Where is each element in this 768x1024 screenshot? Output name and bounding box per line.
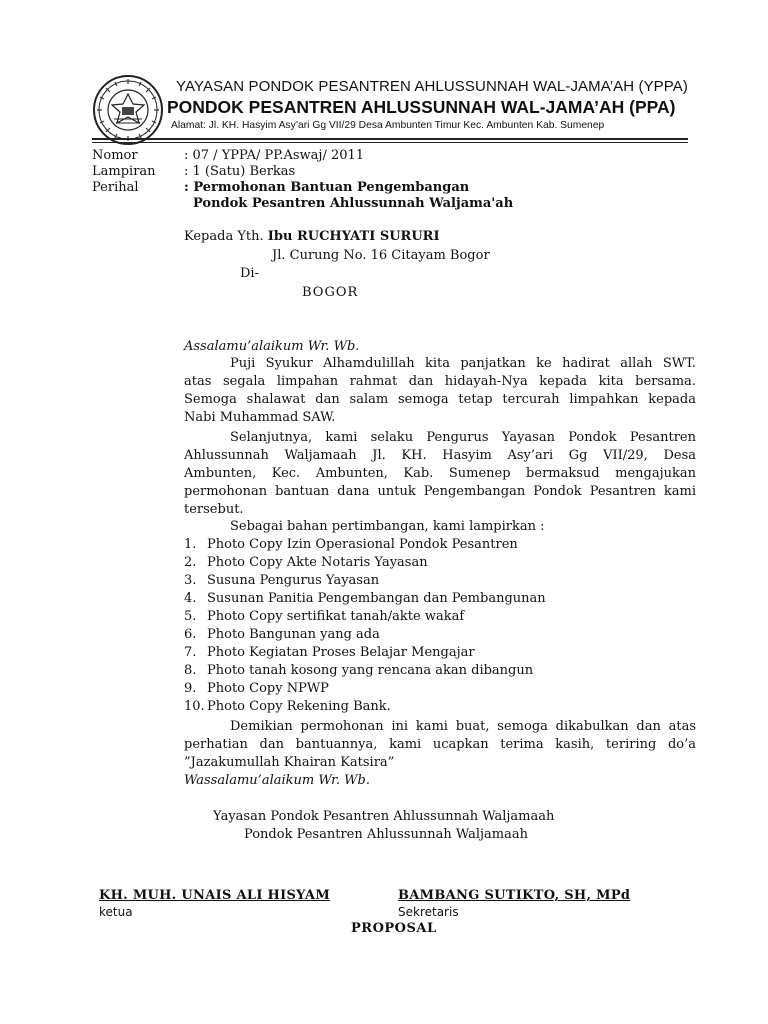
list-item: 6. Photo Bangunan yang ada bbox=[184, 627, 380, 642]
list-item: 8. Photo tanah kosong yang rencana akan dibangun bbox=[184, 663, 534, 678]
paragraph-4-line-1: Demikian permohonan ini kami buat, semoga dikabulkan dan atas bbox=[230, 719, 696, 734]
letterhead-address: Alamat: Jl. KH. Hasyim Asy’ari Gg VII/29 Desa Ambunten Timur Kec. Ambunten Kab. Sumenep bbox=[171, 120, 605, 131]
paragraph-1-line-2: atas segala limpahan rahmat dan hidayah-Nya kepada kita bersama. bbox=[184, 374, 696, 389]
paragraph-2-line-4: permohonan bantuan dana untuk Pengembangan Pondok Pesantren kami bbox=[184, 484, 696, 499]
list-item: 5. Photo Copy sertifikat tanah/akte wakaf bbox=[184, 609, 465, 624]
list-item: 7. Photo Kegiatan Proses Belajar Mengajar bbox=[184, 645, 475, 660]
list-item: 3. Susuna Pengurus Yayasan bbox=[184, 573, 380, 588]
greeting: Assalamu’alaikum Wr. Wb. bbox=[184, 339, 360, 354]
attachments-intro: Sebagai bahan pertimbangan, kami lampirkan : bbox=[230, 519, 545, 534]
paragraph-2-line-1: Selanjutnya, kami selaku Pengurus Yayasan Pondok Pesantren bbox=[230, 430, 696, 445]
nomor-label: Nomor bbox=[92, 148, 138, 163]
nomor-value: : 07 / YPPA/ PP.Aswaj/ 2011 bbox=[184, 148, 365, 163]
signatory-left-role: ketua bbox=[99, 905, 133, 919]
letterhead-rule-thick bbox=[92, 138, 688, 140]
list-item: 1. Photo Copy Izin Operasional Pondok Pesantren bbox=[184, 537, 518, 552]
list-item: 4. Susunan Panitia Pengembangan dan Pembangunan bbox=[184, 591, 546, 606]
recipient-city: BOGOR bbox=[302, 285, 359, 300]
paragraph-4-line-2: perhatian dan bantuannya, kami ucapkan terima kasih, teriring do’a bbox=[184, 737, 696, 752]
seal-emblem-icon bbox=[92, 74, 164, 146]
paragraph-2-line-2: Ahlussunnah Waljamaah Jl. KH. Hasyim Asy’ari Gg VII/29, Desa bbox=[184, 448, 696, 463]
paragraph-1-line-1: Puji Syukur Alhamdulillah kita panjatkan ke hadirat allah SWT. bbox=[230, 356, 696, 371]
list-item: 9. Photo Copy NPWP bbox=[184, 681, 329, 696]
list-item: 10. Photo Copy Rekening Bank. bbox=[184, 699, 391, 714]
perihal-value-continued: Pondok Pesantren Ahlussunnah Waljama'ah bbox=[193, 196, 514, 211]
paragraph-2-line-3: Ambunten, Kec. Ambunten, Kab. Sumenep bermaksud mengajukan bbox=[184, 466, 696, 481]
recipient-line bbox=[184, 228, 440, 246]
attachments-list bbox=[184, 536, 546, 716]
paragraph-1-line-4: Nabi Muhammad SAW. bbox=[184, 410, 336, 425]
perihal-value: : Permohonan Bantuan Pengembangan bbox=[184, 180, 470, 195]
signature-org-line-1: Yayasan Pondok Pesantren Ahlussunnah Waljamaah bbox=[213, 809, 555, 824]
paragraph-4-line-3: ”Jazakumullah Khairan Katsira” bbox=[184, 755, 395, 770]
recipient-prefix: Kepada Yth. bbox=[184, 229, 264, 244]
signatory-right-role: Sekretaris bbox=[398, 905, 459, 919]
paragraph-2-line-5: tersebut. bbox=[184, 502, 244, 517]
letterhead-rule-thin bbox=[92, 142, 688, 143]
perihal-label: Perihal bbox=[92, 180, 139, 195]
recipient-di: Di- bbox=[240, 266, 259, 281]
closing-salutation: Wassalamu’alaikum Wr. Wb. bbox=[184, 773, 370, 788]
signatory-left-name: KH. MUH. UNAIS ALI HISYAM bbox=[99, 888, 331, 903]
recipient-address: Jl. Curung No. 16 Citayam Bogor bbox=[272, 248, 490, 263]
paragraph-1-line-3: Semoga shalawat dan salam semoga tetap tercurah limpahkan kepada bbox=[184, 392, 696, 407]
signatory-right-name: BAMBANG SUTIKTO, SH, MPd bbox=[398, 888, 631, 903]
footer-title: PROPOSAL bbox=[351, 921, 437, 936]
foundation-line: YAYASAN PONDOK PESANTREN AHLUSSUNNAH WAL-JAMA’AH (YPPA) bbox=[176, 78, 688, 95]
lampiran-value: : 1 (Satu) Berkas bbox=[184, 164, 296, 179]
recipient-name: Ibu RUCHYATI SURURI bbox=[267, 229, 440, 244]
lampiran-label: Lampiran bbox=[92, 164, 156, 179]
school-name: PONDOK PESANTREN AHLUSSUNNAH WAL-JAMA’AH (PPA) bbox=[167, 97, 676, 117]
list-item: 2. Photo Copy Akte Notaris Yayasan bbox=[184, 555, 428, 570]
signature-org-line-2: Pondok Pesantren Ahlussunnah Waljamaah bbox=[244, 827, 528, 842]
